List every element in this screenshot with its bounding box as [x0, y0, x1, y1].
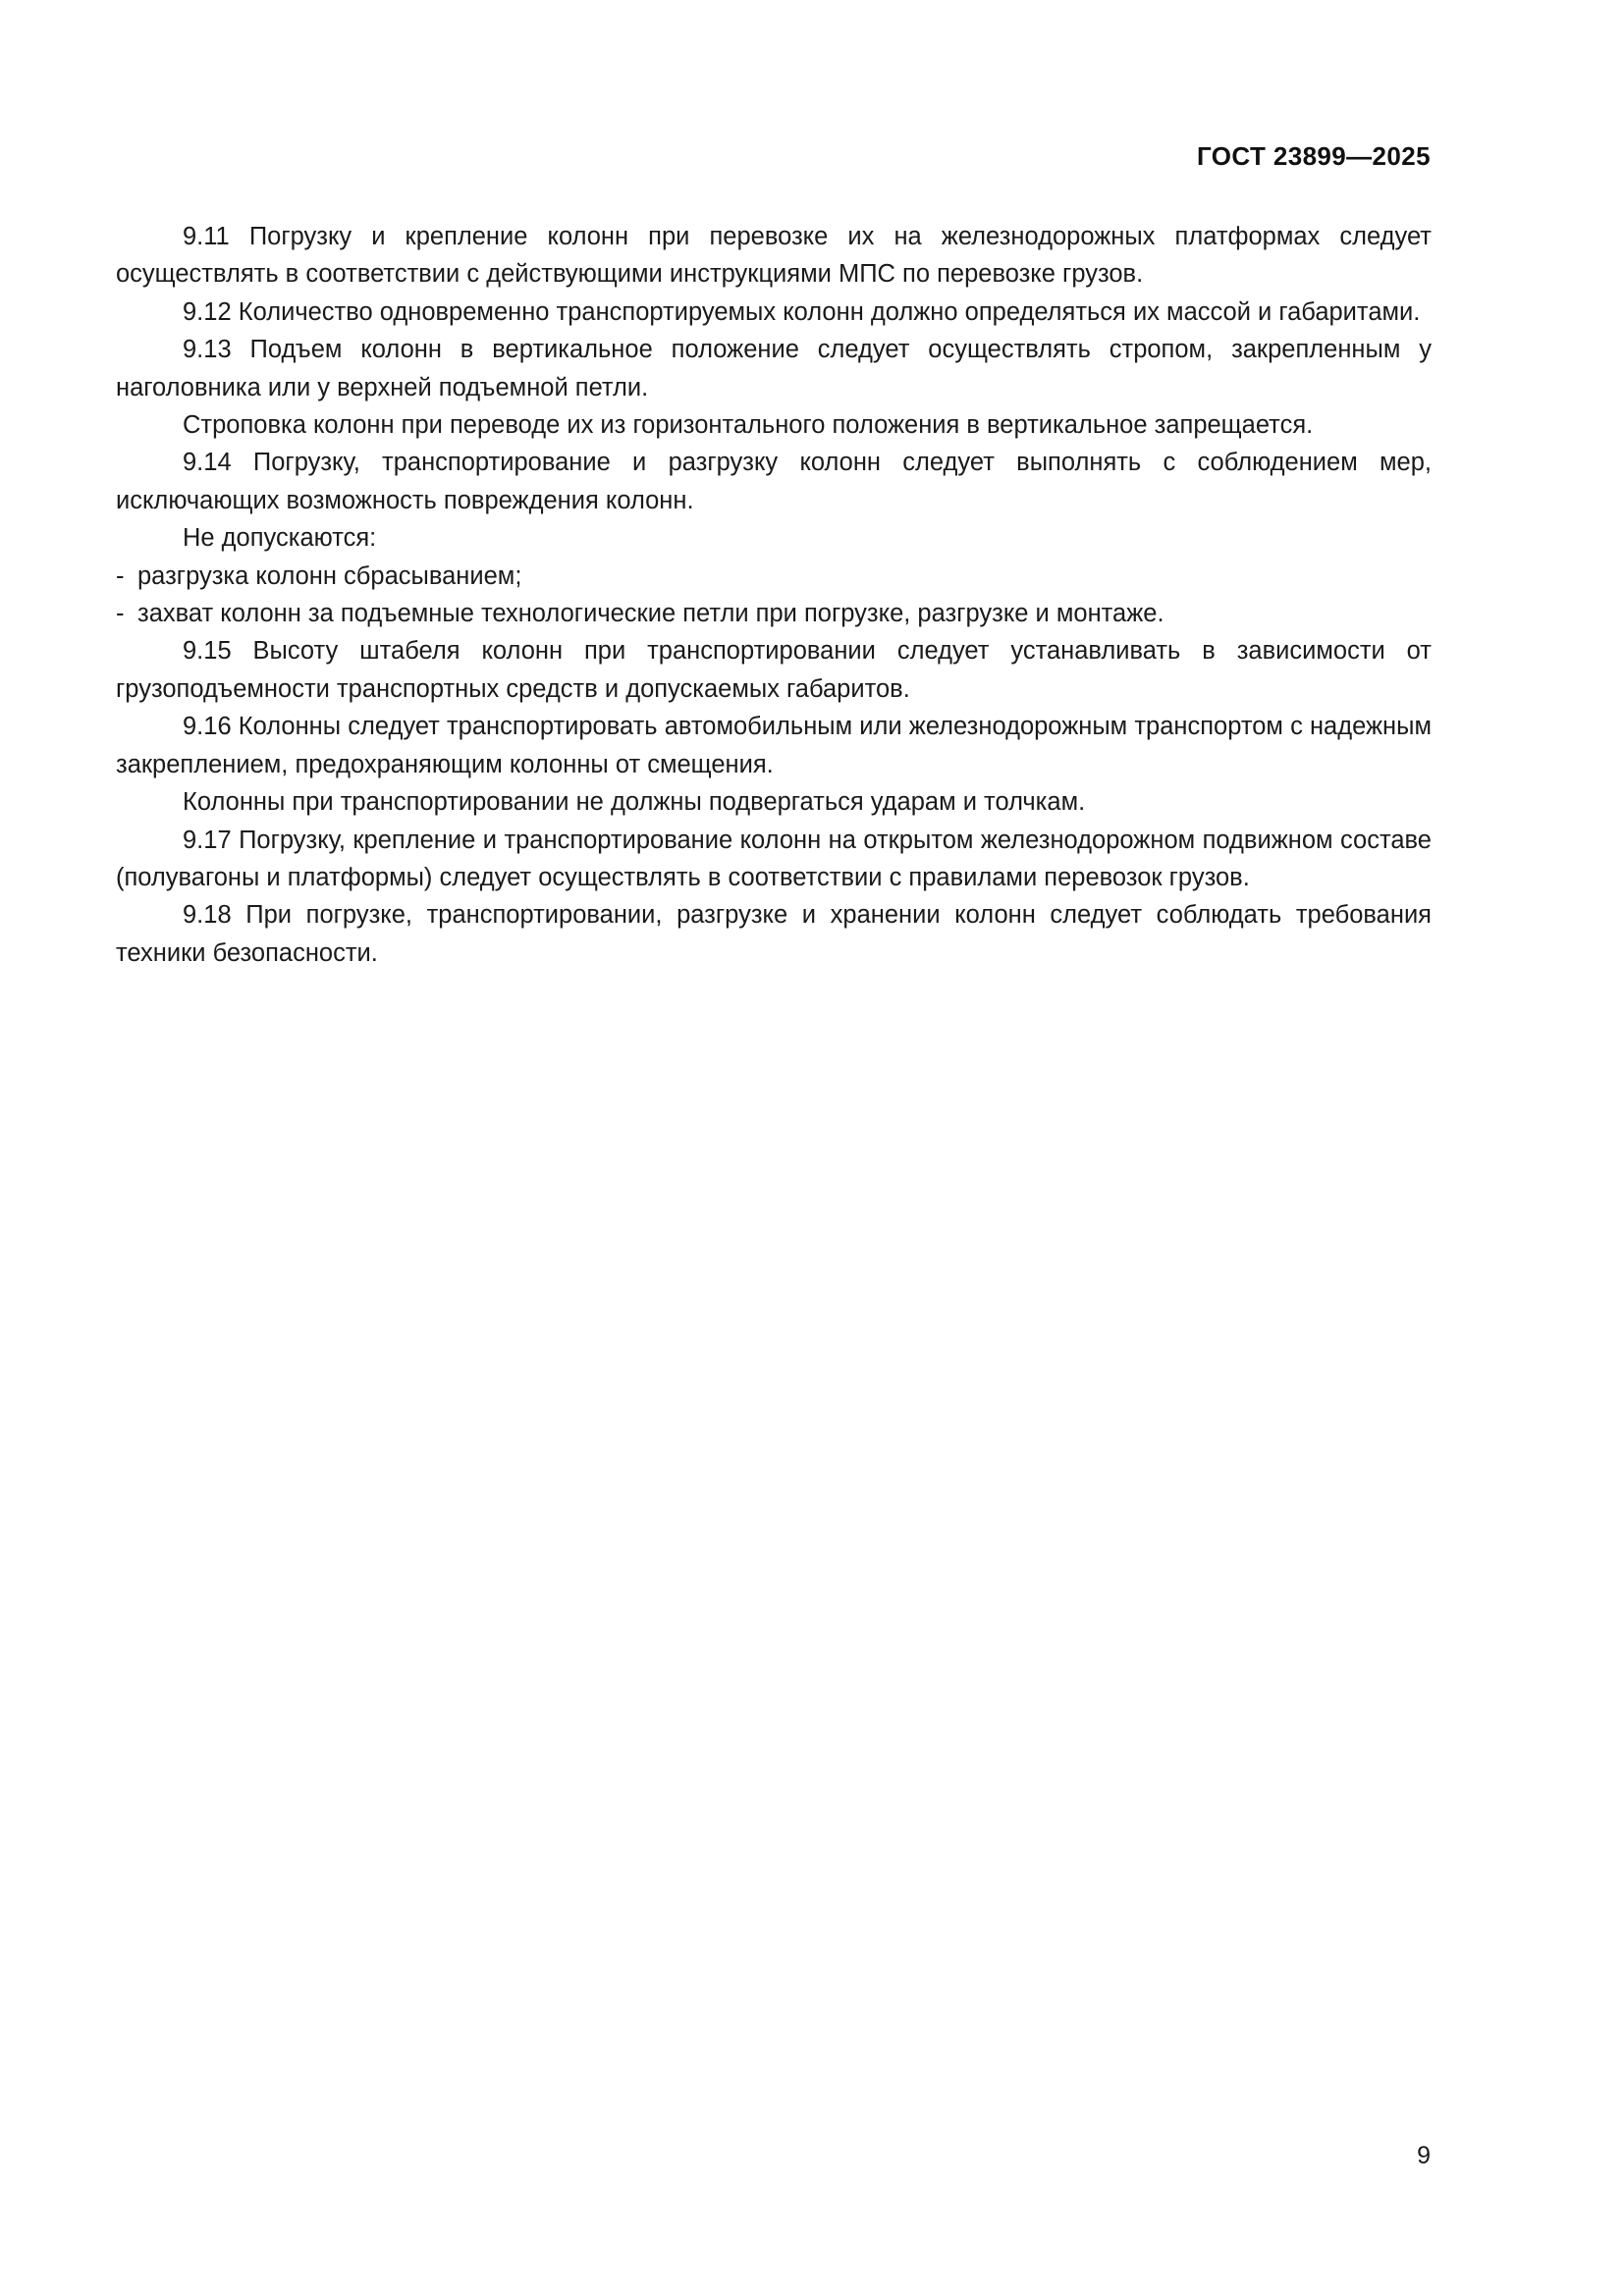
- paragraph-9-15: 9.15 Высоту штабеля колонн при транспортировании следует устанавливать в зависимости от грузоподъемности транспортных средств и допускаемых габаритов.: [116, 637, 1432, 703]
- page-number: 9: [1417, 2142, 1431, 2169]
- document-body: [116, 218, 1432, 972]
- paragraph-9-17: 9.17 Погрузку, крепление и транспортирование колонн на открытом железнодорожном подвижном составе (полувагоны и платформы) следует осуществлять в соответствии с правилами перевозок грузов.: [116, 826, 1432, 891]
- list-item-text: разгрузка колонн сбрасыванием;: [137, 561, 522, 590]
- list-item-zahvat: [116, 595, 1432, 632]
- paragraph-9-11: 9.11 Погрузку и крепление колонн при перевозке их на железнодорожных платформах следует осуществлять в соответствии с действующими инструкциями МПС по перевозке грузов.: [116, 223, 1432, 289]
- running-header-standard-id: ГОСТ 23899—2025: [1197, 141, 1431, 171]
- dash-bullet-icon: -: [116, 561, 125, 590]
- paragraph-9-14: 9.14 Погрузку, транспортирование и разгрузку колонн следует выполнять с соблюдением мер, исключающих возможность повреждения колонн.: [116, 449, 1432, 514]
- paragraph-ne-dopuskayutsya: Не допускаются:: [183, 524, 377, 553]
- paragraph-9-12: 9.12 Количество одновременно транспортируемых колонн должно определяться их массой и габаритами.: [183, 297, 1421, 326]
- paragraph-9-13: 9.13 Подъем колонн в вертикальное положение следует осуществлять стропом, закрепленным у наголовника или у верхней подъемной петли.: [116, 336, 1432, 401]
- paragraph-9-18: 9.18 При погрузке, транспортировании, разгрузке и хранении колонн следует соблюдать требования техники безопасности.: [116, 901, 1432, 967]
- list-item-text: захват колонн за подъемные технологические петли при погрузке, разгрузке и монтаже.: [137, 600, 1164, 628]
- paragraph-9-16: 9.16 Колонны следует транспортировать автомобильным или железнодорожным транспортом с надежным закреплением, предохраняющим колонны от смещения.: [116, 713, 1432, 778]
- paragraph-kolonny-note: Колонны при транспортировании не должны подвергаться ударам и толчкам.: [183, 788, 1086, 817]
- paragraph-stropovka-note: Строповка колонн при переводе их из горизонтального положения в вертикальное запрещается.: [183, 411, 1314, 440]
- dash-bullet-icon: -: [116, 600, 125, 628]
- list-item-razgruzka: [116, 558, 1432, 595]
